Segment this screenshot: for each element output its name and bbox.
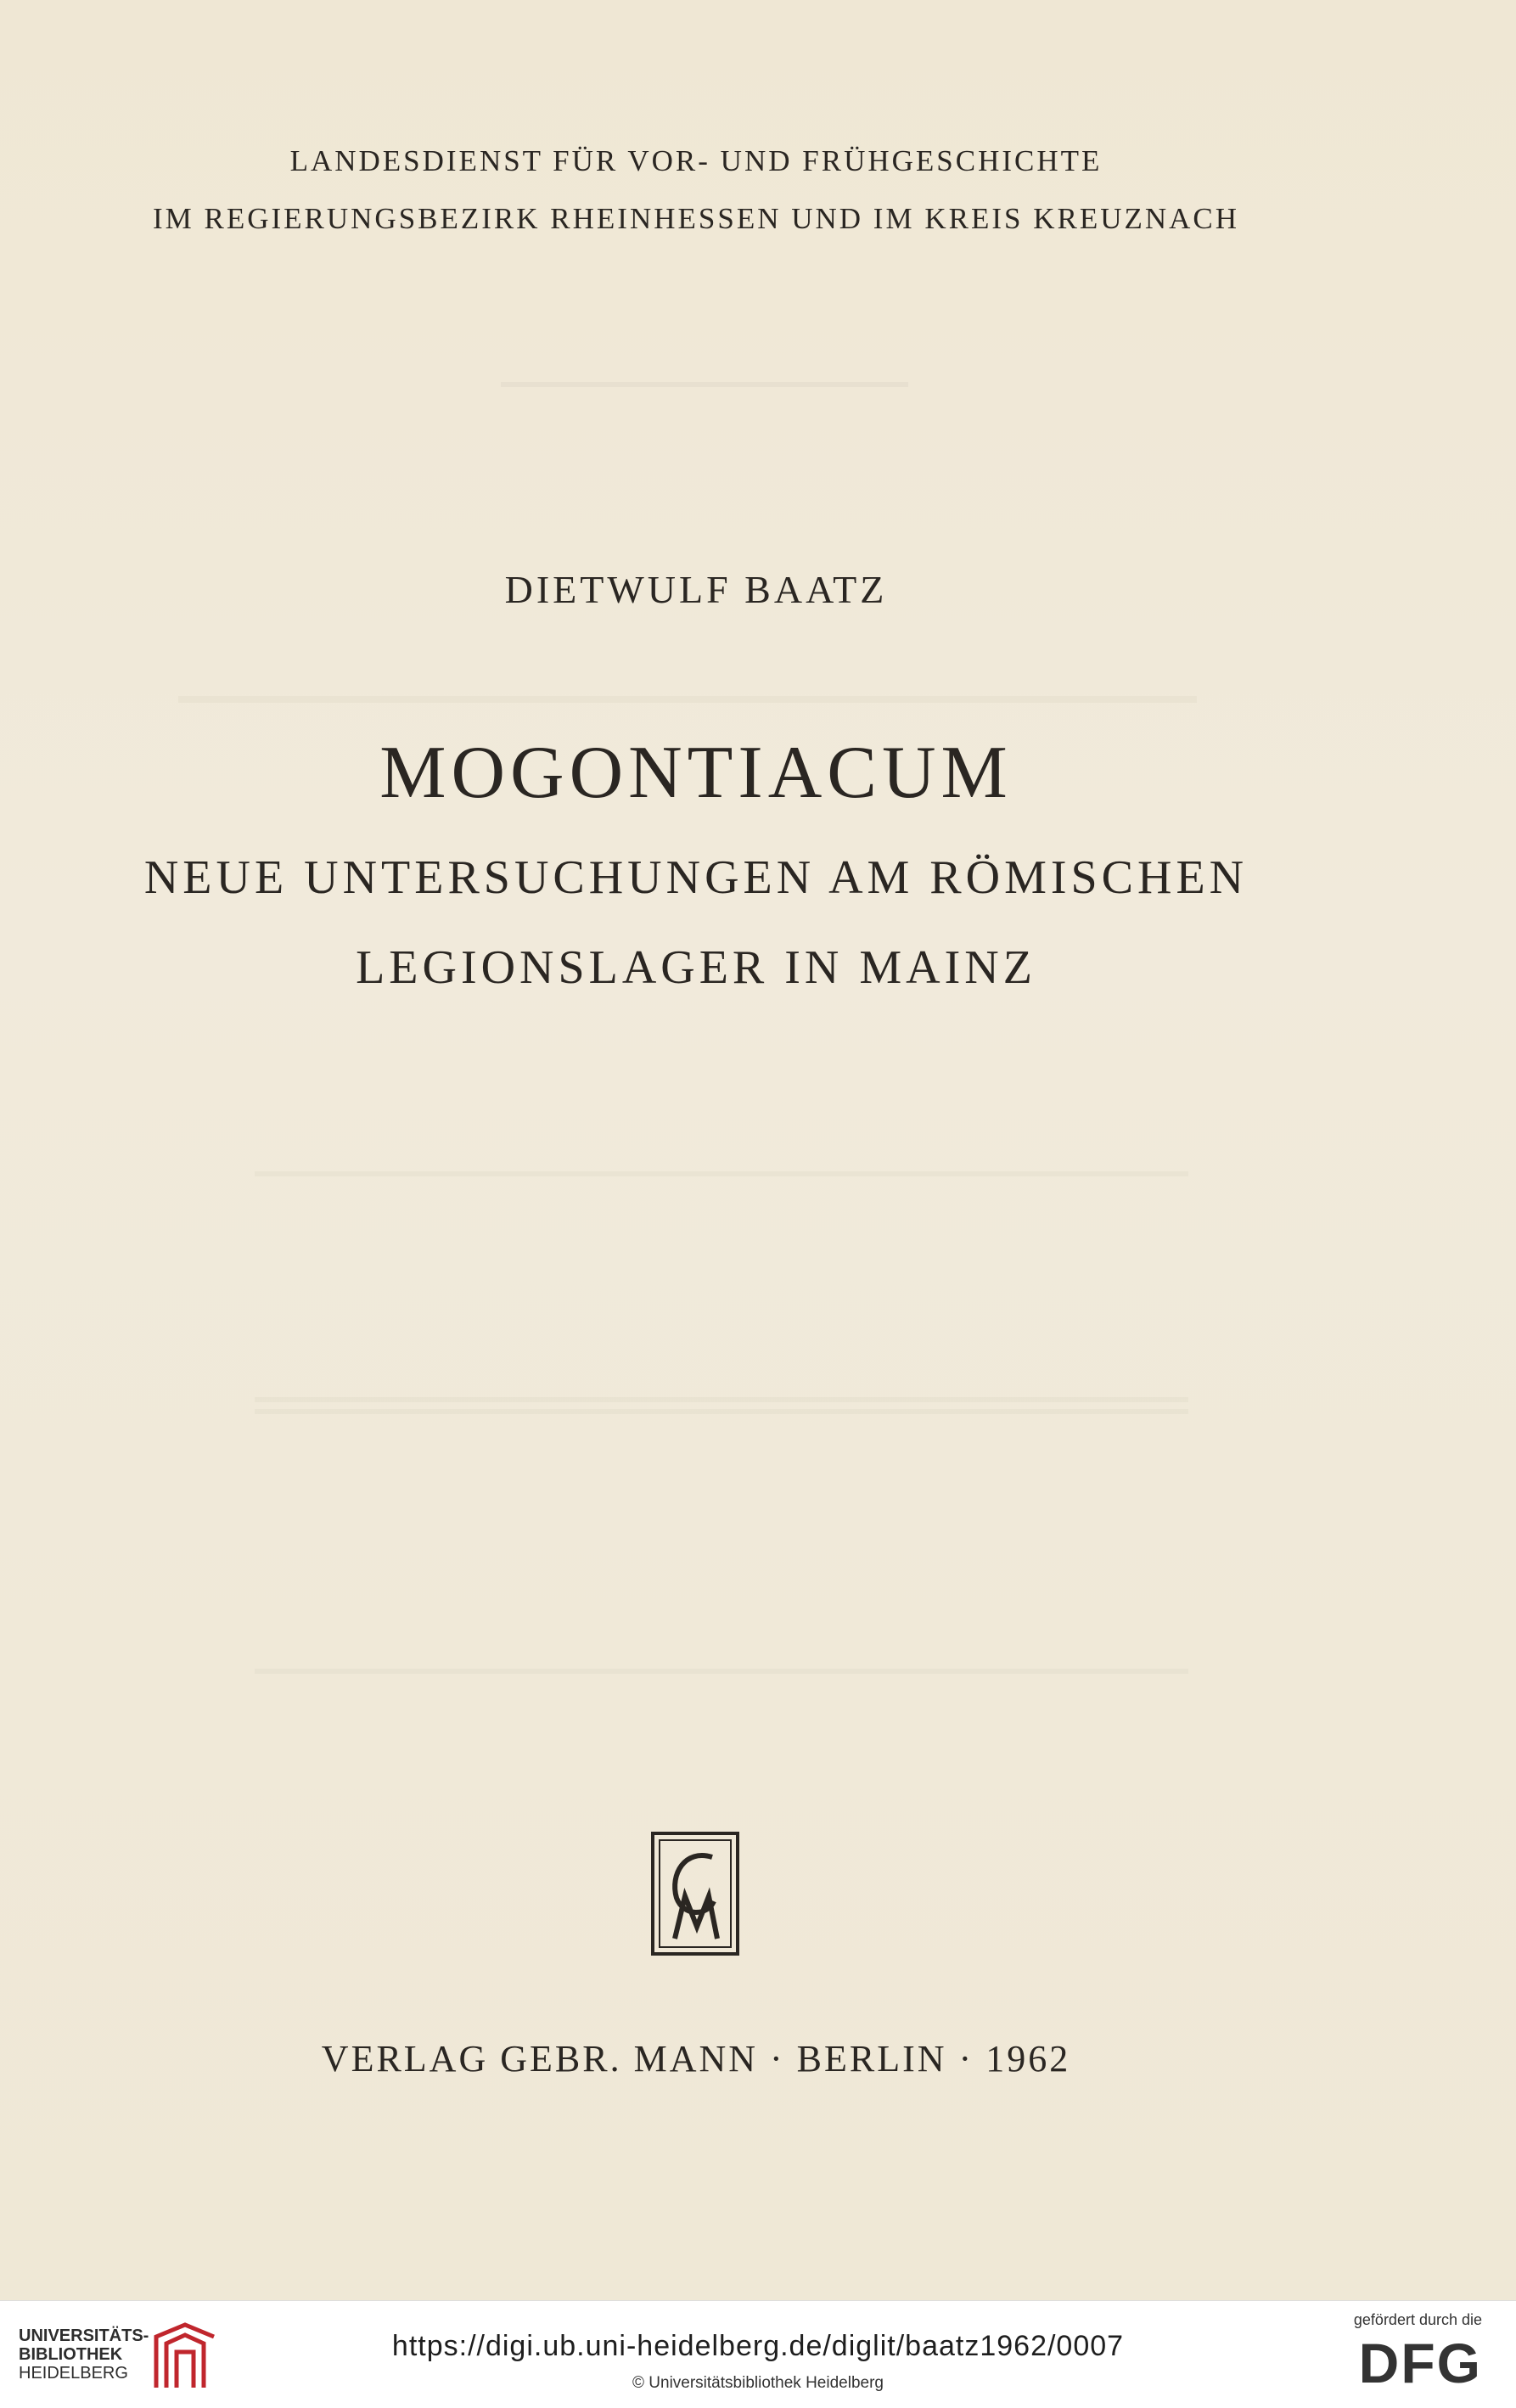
book-title: MOGONTIACUM <box>379 732 1013 814</box>
author-name: DIETWULF BAATZ <box>504 568 888 611</box>
subtitle-line-1: NEUE UNTERSUCHUNGEN AM RÖMISCHEN <box>143 851 1249 904</box>
institution-line-1: LANDESDIENST FÜR VOR- UND FRÜHGESCHICHTE <box>289 144 1103 177</box>
library-name-line: UNIVERSITÄTS- <box>19 2327 149 2345</box>
show-through-text <box>255 1171 1188 1402</box>
show-through-text <box>501 348 908 387</box>
funding-label: gefördert durch die <box>1353 2311 1482 2328</box>
institution-line-2: IM REGIERUNGSBEZIRK RHEINHESSEN UND IM KREIS KREUZNACH <box>152 202 1240 235</box>
library-name-line: HEIDELBERG <box>19 2364 128 2383</box>
publisher-imprint: VERLAG GEBR. MANN · BERLIN · 1962 <box>321 2038 1071 2080</box>
show-through-text <box>255 1409 1188 1674</box>
copyright-notice: © Universitätsbibliothek Heidelberg <box>632 2374 884 2392</box>
library-name-line: BIBLIOTHEK <box>19 2345 123 2364</box>
dfg-logo-icon[interactable]: DFG <box>1358 2332 1482 2394</box>
permalink-url[interactable]: https://digi.ub.uni-heidelberg.de/diglit/baatz1962/0007 <box>391 2330 1125 2362</box>
gebr-mann-monogram-icon <box>651 1832 739 1956</box>
show-through-text <box>178 645 1197 703</box>
subtitle-line-2: LEGIONSLAGER IN MAINZ <box>356 941 1036 994</box>
footer-bar <box>0 2300 1516 2408</box>
